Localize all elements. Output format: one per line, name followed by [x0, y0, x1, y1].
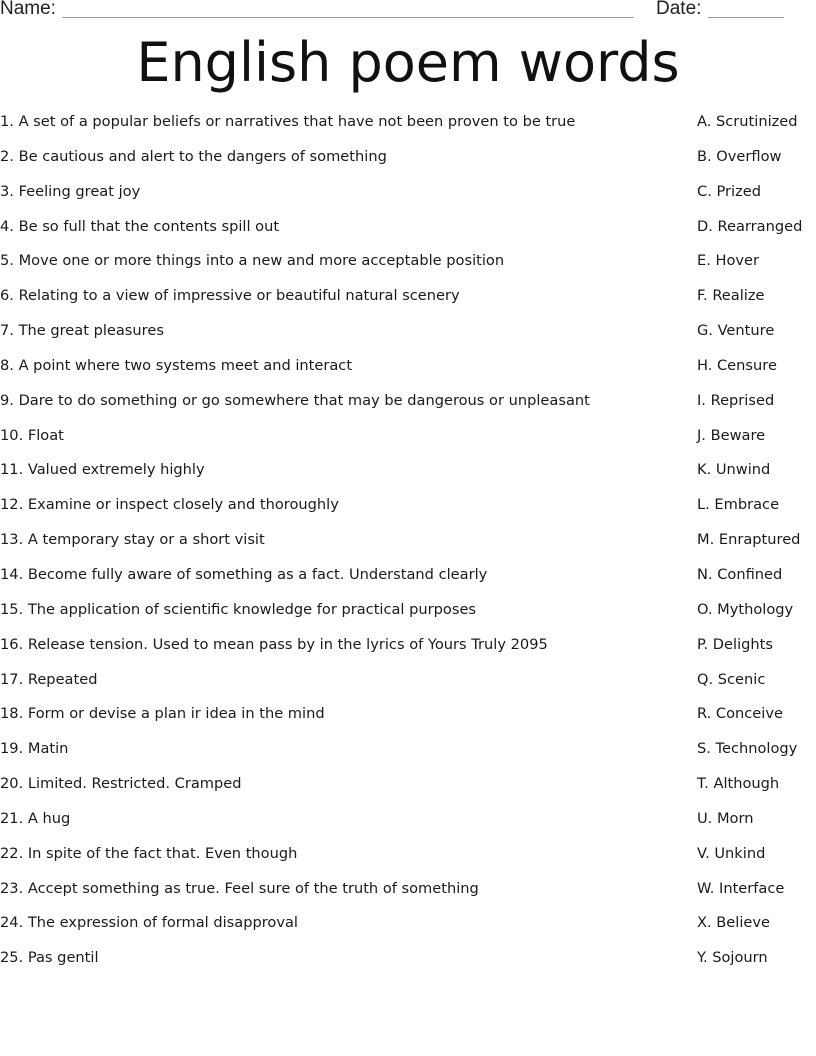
answer-word-list [697, 110, 816, 981]
answer-item: M. Enraptured [697, 531, 801, 549]
clue-item: 24. The expression of formal disapproval [0, 914, 298, 932]
clue-item: 12. Examine or inspect closely and thoroughly [0, 496, 339, 514]
answer-item: K. Unwind [697, 461, 771, 479]
clue-item: 5. Move one or more things into a new and more acceptable position [0, 252, 505, 270]
answer-item: X. Believe [697, 914, 770, 932]
date-label: Date: [656, 0, 702, 19]
clue-item: 1. A set of a popular beliefs or narratives that have not been proven to be true [0, 113, 576, 130]
clue-item: 14. Become fully aware of something as a fact. Understand clearly [0, 565, 488, 583]
date-blank-line[interactable] [708, 17, 784, 18]
clue-item: 16. Release tension. Used to mean pass by in the lyrics of Yours Truly 2095 [0, 635, 548, 653]
answer-item: V. Unkind [697, 844, 766, 862]
clue-item: 15. The application of scientific knowledge for practical purposes [0, 600, 477, 618]
clue-item: 18. Form or devise a plan ir idea in the mind [0, 705, 325, 723]
answer-item: L. Embrace [697, 496, 780, 514]
answer-item: I. Reprised [697, 391, 775, 409]
answer-item: B. Overflow [697, 147, 782, 165]
clue-item: 17. Repeated [0, 670, 98, 688]
answer-item: D. Rearranged [697, 217, 803, 235]
answer-item: A. Scrutinized [697, 113, 798, 130]
worksheet-header [0, 0, 816, 24]
clue-item: 19. Matin [0, 740, 69, 758]
answer-item: N. Confined [697, 565, 783, 583]
answer-item: R. Conceive [697, 705, 783, 723]
answer-item: C. Prized [697, 182, 761, 200]
clue-item: 2. Be cautious and alert to the dangers of something [0, 147, 387, 165]
answer-item: Q. Scenic [697, 670, 766, 688]
name-blank-line[interactable] [62, 17, 634, 18]
answer-item: O. Mythology [697, 600, 794, 618]
answer-item: Y. Sojourn [697, 949, 768, 967]
clue-item: 7. The great pleasures [0, 322, 164, 340]
clue-item: 21. A hug [0, 809, 71, 827]
clue-list [0, 110, 680, 981]
clue-item: 20. Limited. Restricted. Cramped [0, 775, 242, 793]
answer-item: H. Censure [697, 356, 777, 374]
clue-item: 11. Valued extremely highly [0, 461, 205, 479]
clue-item: 8. A point where two systems meet and interact [0, 356, 353, 374]
clue-item: 25. Pas gentil [0, 949, 99, 967]
answer-item: S. Technology [697, 740, 798, 758]
answer-item: E. Hover [697, 252, 760, 270]
clue-item: 4. Be so full that the contents spill out [0, 217, 280, 235]
clue-item: 22. In spite of the fact that. Even though [0, 844, 298, 862]
answer-item: F. Realize [697, 287, 765, 305]
page-title: English poem words [136, 31, 680, 94]
name-label: Name: [0, 0, 56, 19]
clue-item: 3. Feeling great joy [0, 182, 141, 200]
clue-item: 6. Relating to a view of impressive or beautiful natural scenery [0, 287, 460, 305]
clue-item: 13. A temporary stay or a short visit [0, 531, 265, 549]
answer-item: P. Delights [697, 635, 773, 653]
clue-item: 10. Float [0, 426, 64, 444]
clue-item: 9. Dare to do something or go somewhere that may be dangerous or unpleasant [0, 391, 590, 409]
answer-item: T. Although [697, 775, 780, 793]
answer-item: G. Venture [697, 322, 775, 340]
answer-item: U. Morn [697, 809, 754, 827]
answer-item: J. Beware [697, 426, 766, 444]
clue-item: 23. Accept something as true. Feel sure of the truth of something [0, 879, 479, 897]
answer-item: W. Interface [697, 879, 785, 897]
